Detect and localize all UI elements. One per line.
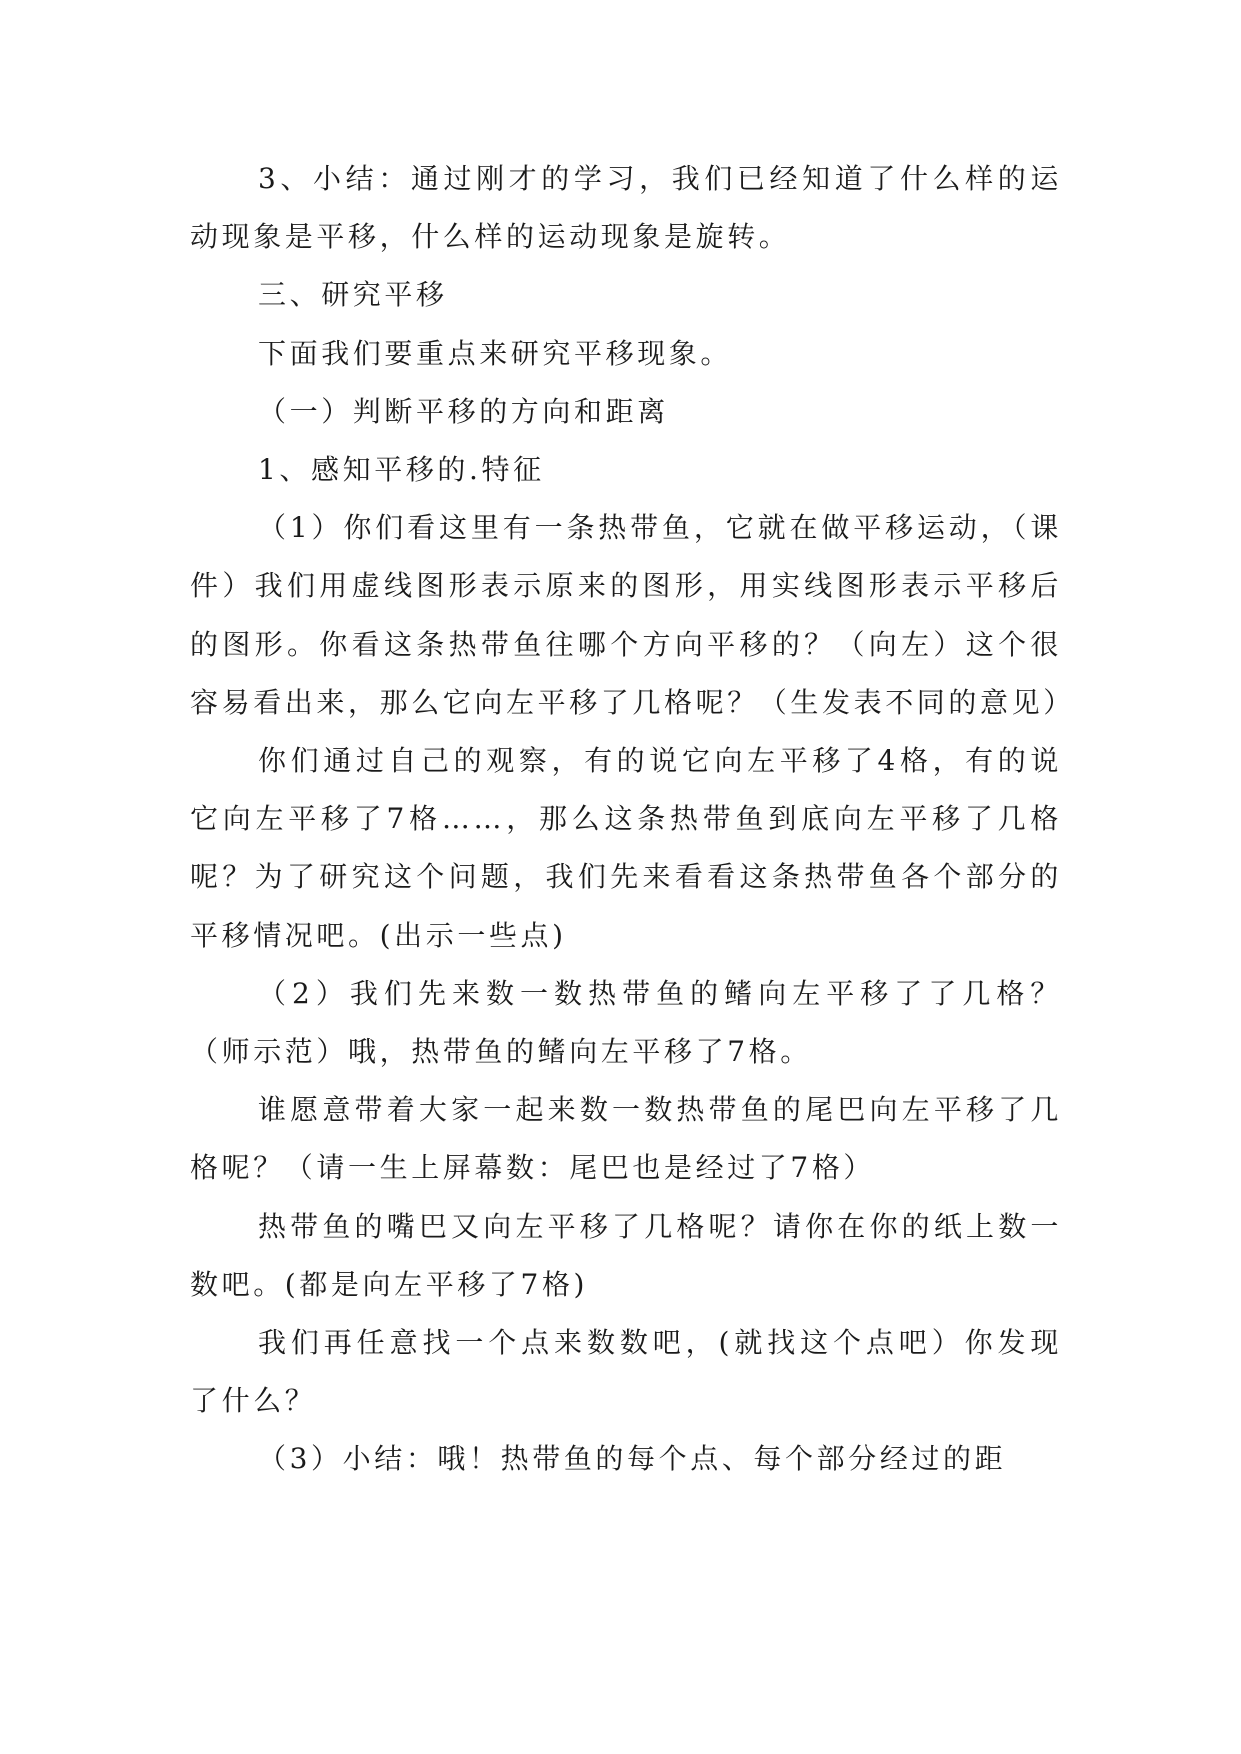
paragraph-observation: 你们通过自己的观察，有的说它向左平移了4格，有的说它向左平移了7格……，那么这条热带鱼到底向左平移了几格呢？为了研究这个问题，我们先来看看这条热带鱼各个部分的平移情况吧。(出示一些点) (190, 744, 1062, 952)
section-heading-study-translation: 三、研究平移 (258, 278, 448, 312)
item-heading: 1、感知平移的.特征 (258, 453, 545, 487)
subsection-heading: （一）判断平移的方向和距离 (258, 394, 669, 428)
paragraph-intro: 下面我们要重点来研究平移现象。 (258, 336, 733, 370)
paragraph-mouth: 热带鱼的嘴巴又向左平移了几格呢？请你在你的纸上数一数吧。(都是向左平移了7格) (190, 1209, 1062, 1301)
paragraph-step-2: （2）我们先来数一数热带鱼的鳍向左平移了了几格？（师示范）哦，热带鱼的鳍向左平移了7格。 (190, 976, 1062, 1069)
paragraph-step-3-summary: （3）小结：哦！热带鱼的每个点、每个部分经过的距 (258, 1442, 1007, 1476)
paragraph-any-point: 我们再任意找一个点来数数吧，(就找这个点吧）你发现了什么？ (190, 1326, 1062, 1418)
paragraph-step-1: （1）你们看这里有一条热带鱼，它就在做平移运动，（课件）我们用虚线图形表示原来的图形，用实线图形表示平移后的图形。你看这条热带鱼往哪个方向平移的？（向左）这个很容易看出来，那么它向左平移了几格呢？（生发表不同的意见） (190, 511, 1075, 719)
paragraph-tail: 谁愿意带着大家一起来数一数热带鱼的尾巴向左平移了几格呢？（请一生上屏幕数：尾巴也是经过了7格） (190, 1093, 1062, 1185)
paragraph-summary: 3、小结：通过刚才的学习，我们已经知道了什么样的运动现象是平移，什么样的运动现象是旋转。 (190, 162, 1062, 254)
document-body (190, 150, 1075, 1489)
